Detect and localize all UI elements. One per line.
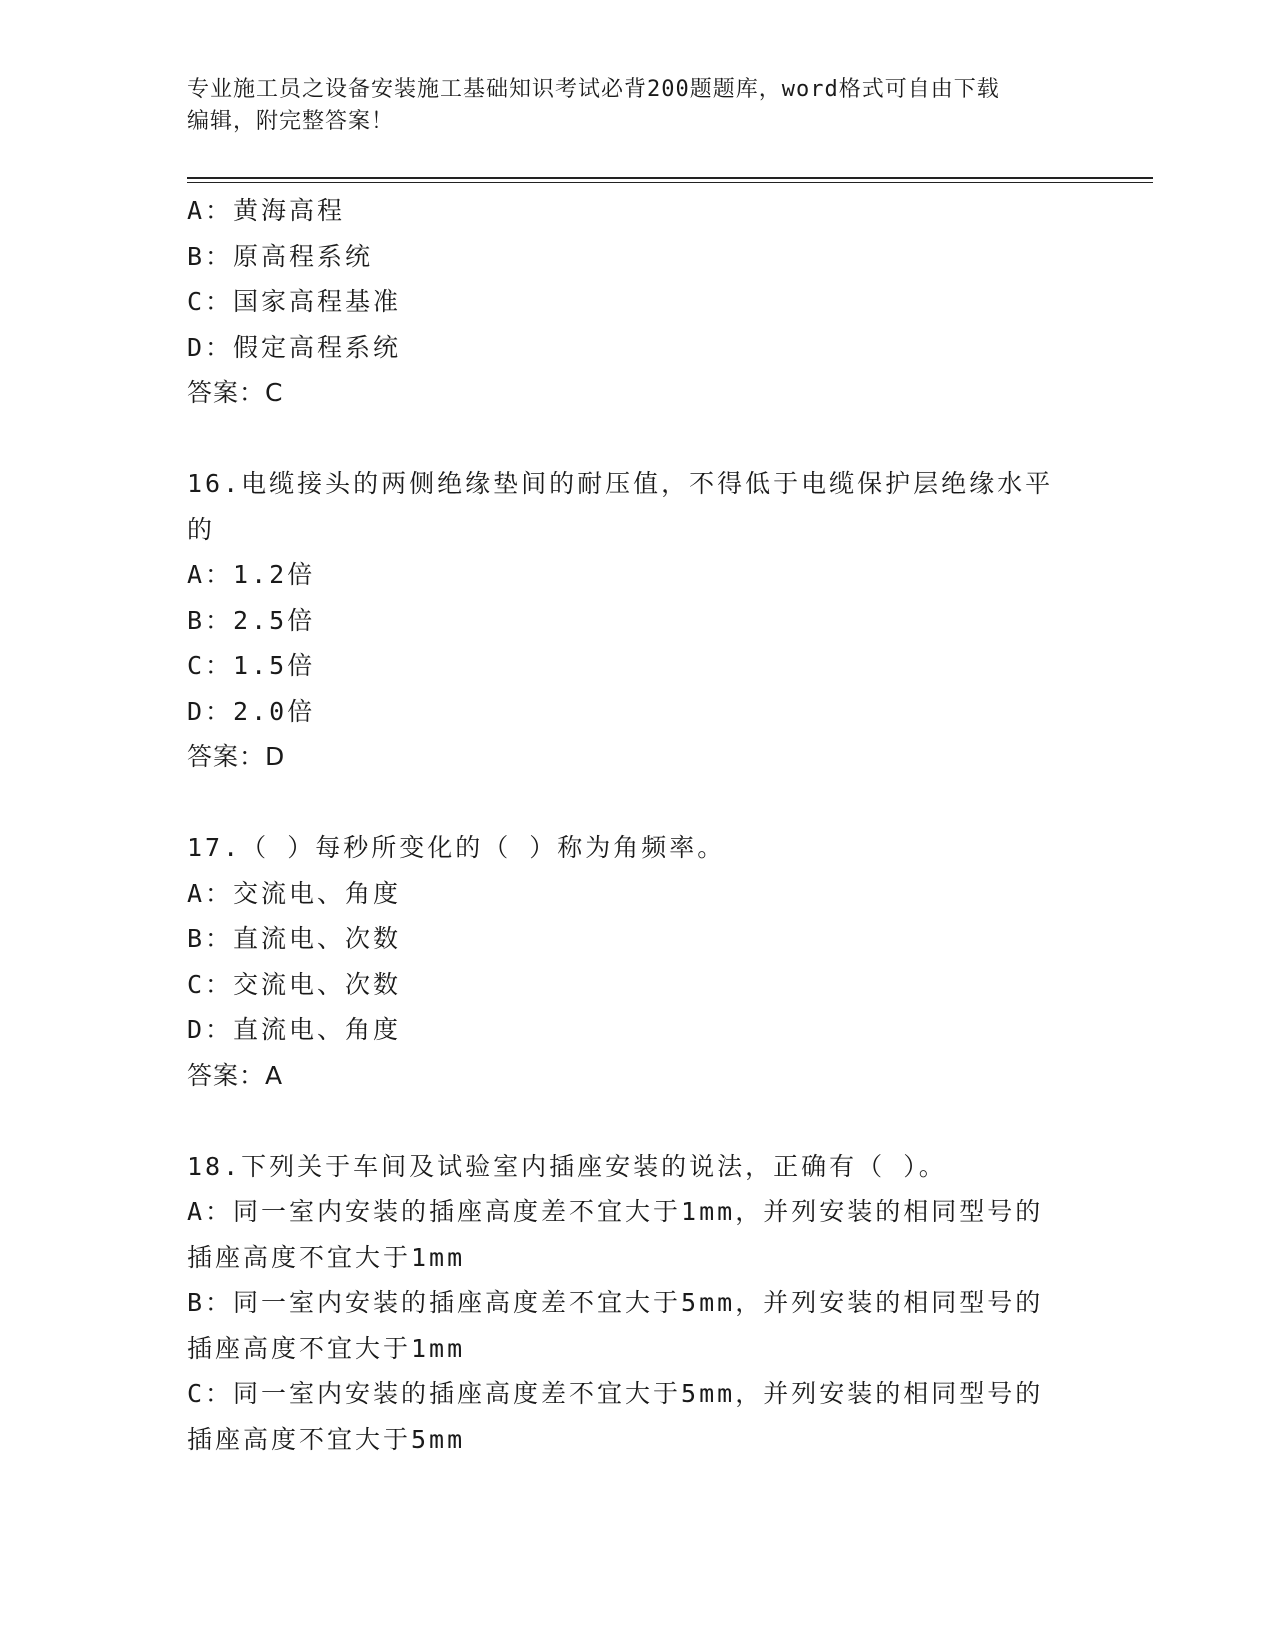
spacer — [187, 416, 1087, 462]
answer-label: 答案：A — [187, 1060, 284, 1090]
option-b: B：直流电、次数 — [187, 924, 402, 953]
option-a-line1: A：同一室内安装的插座高度差不宜大于1mm，并列安装的相同型号的 — [187, 1197, 1044, 1226]
question-list — [187, 188, 1087, 1462]
option-a-line2: 插座高度不宜大于1mm — [187, 1242, 466, 1272]
option-a: A：交流电、角度 — [187, 878, 402, 908]
option-d: D：直流电、角度 — [187, 1015, 402, 1044]
option-c: C：交流电、次数 — [187, 969, 402, 999]
option-d: D：2.0倍 — [187, 696, 316, 726]
question-17 — [187, 825, 1087, 1098]
option-c-line1: C：同一室内安装的插座高度差不宜大于5mm，并列安装的相同型号的 — [187, 1379, 1044, 1408]
header-divider-thick — [187, 177, 1153, 179]
option-b: B：2.5倍 — [187, 605, 316, 635]
question-15 — [187, 188, 1087, 416]
answer-label: 答案：D — [187, 742, 286, 771]
option-c: C：1.5倍 — [187, 651, 316, 680]
question-text: 18.下列关于车间及试验室内插座安装的说法，正确有（ ）。 — [187, 1151, 947, 1181]
option-d: D：假定高程系统 — [187, 332, 402, 362]
question-18 — [187, 1144, 1087, 1463]
question-text: 17.（ ）每秒所变化的（ ）称为角频率。 — [187, 833, 726, 862]
question-text-line1: 16.电缆接头的两侧绝缘垫间的耐压值，不得低于电缆保护层绝缘水平 — [187, 469, 1054, 498]
spacer — [187, 1098, 1087, 1144]
option-b-line1: B：同一室内安装的插座高度差不宜大于5mm，并列安装的相同型号的 — [187, 1288, 1044, 1317]
header-title-line1: 专业施工员之设备安装施工基础知识考试必背200题题库，word格式可自由下载 — [187, 77, 1000, 102]
header-divider-thin — [187, 182, 1153, 183]
answer-label: 答案：C — [187, 378, 284, 407]
option-b: B：原高程系统 — [187, 241, 374, 271]
question-16 — [187, 461, 1087, 780]
option-c: C：国家高程基准 — [187, 287, 402, 316]
header-title-line2: 编辑，附完整答案！ — [187, 109, 395, 134]
option-c-line2: 插座高度不宜大于5mm — [187, 1424, 466, 1454]
document-header — [187, 74, 1067, 138]
option-a: A：1.2倍 — [187, 560, 316, 589]
question-text-line2: 的 — [187, 514, 216, 544]
option-a: A：黄海高程 — [187, 196, 346, 225]
spacer — [187, 780, 1087, 826]
option-b-line2: 插座高度不宜大于1mm — [187, 1333, 466, 1363]
